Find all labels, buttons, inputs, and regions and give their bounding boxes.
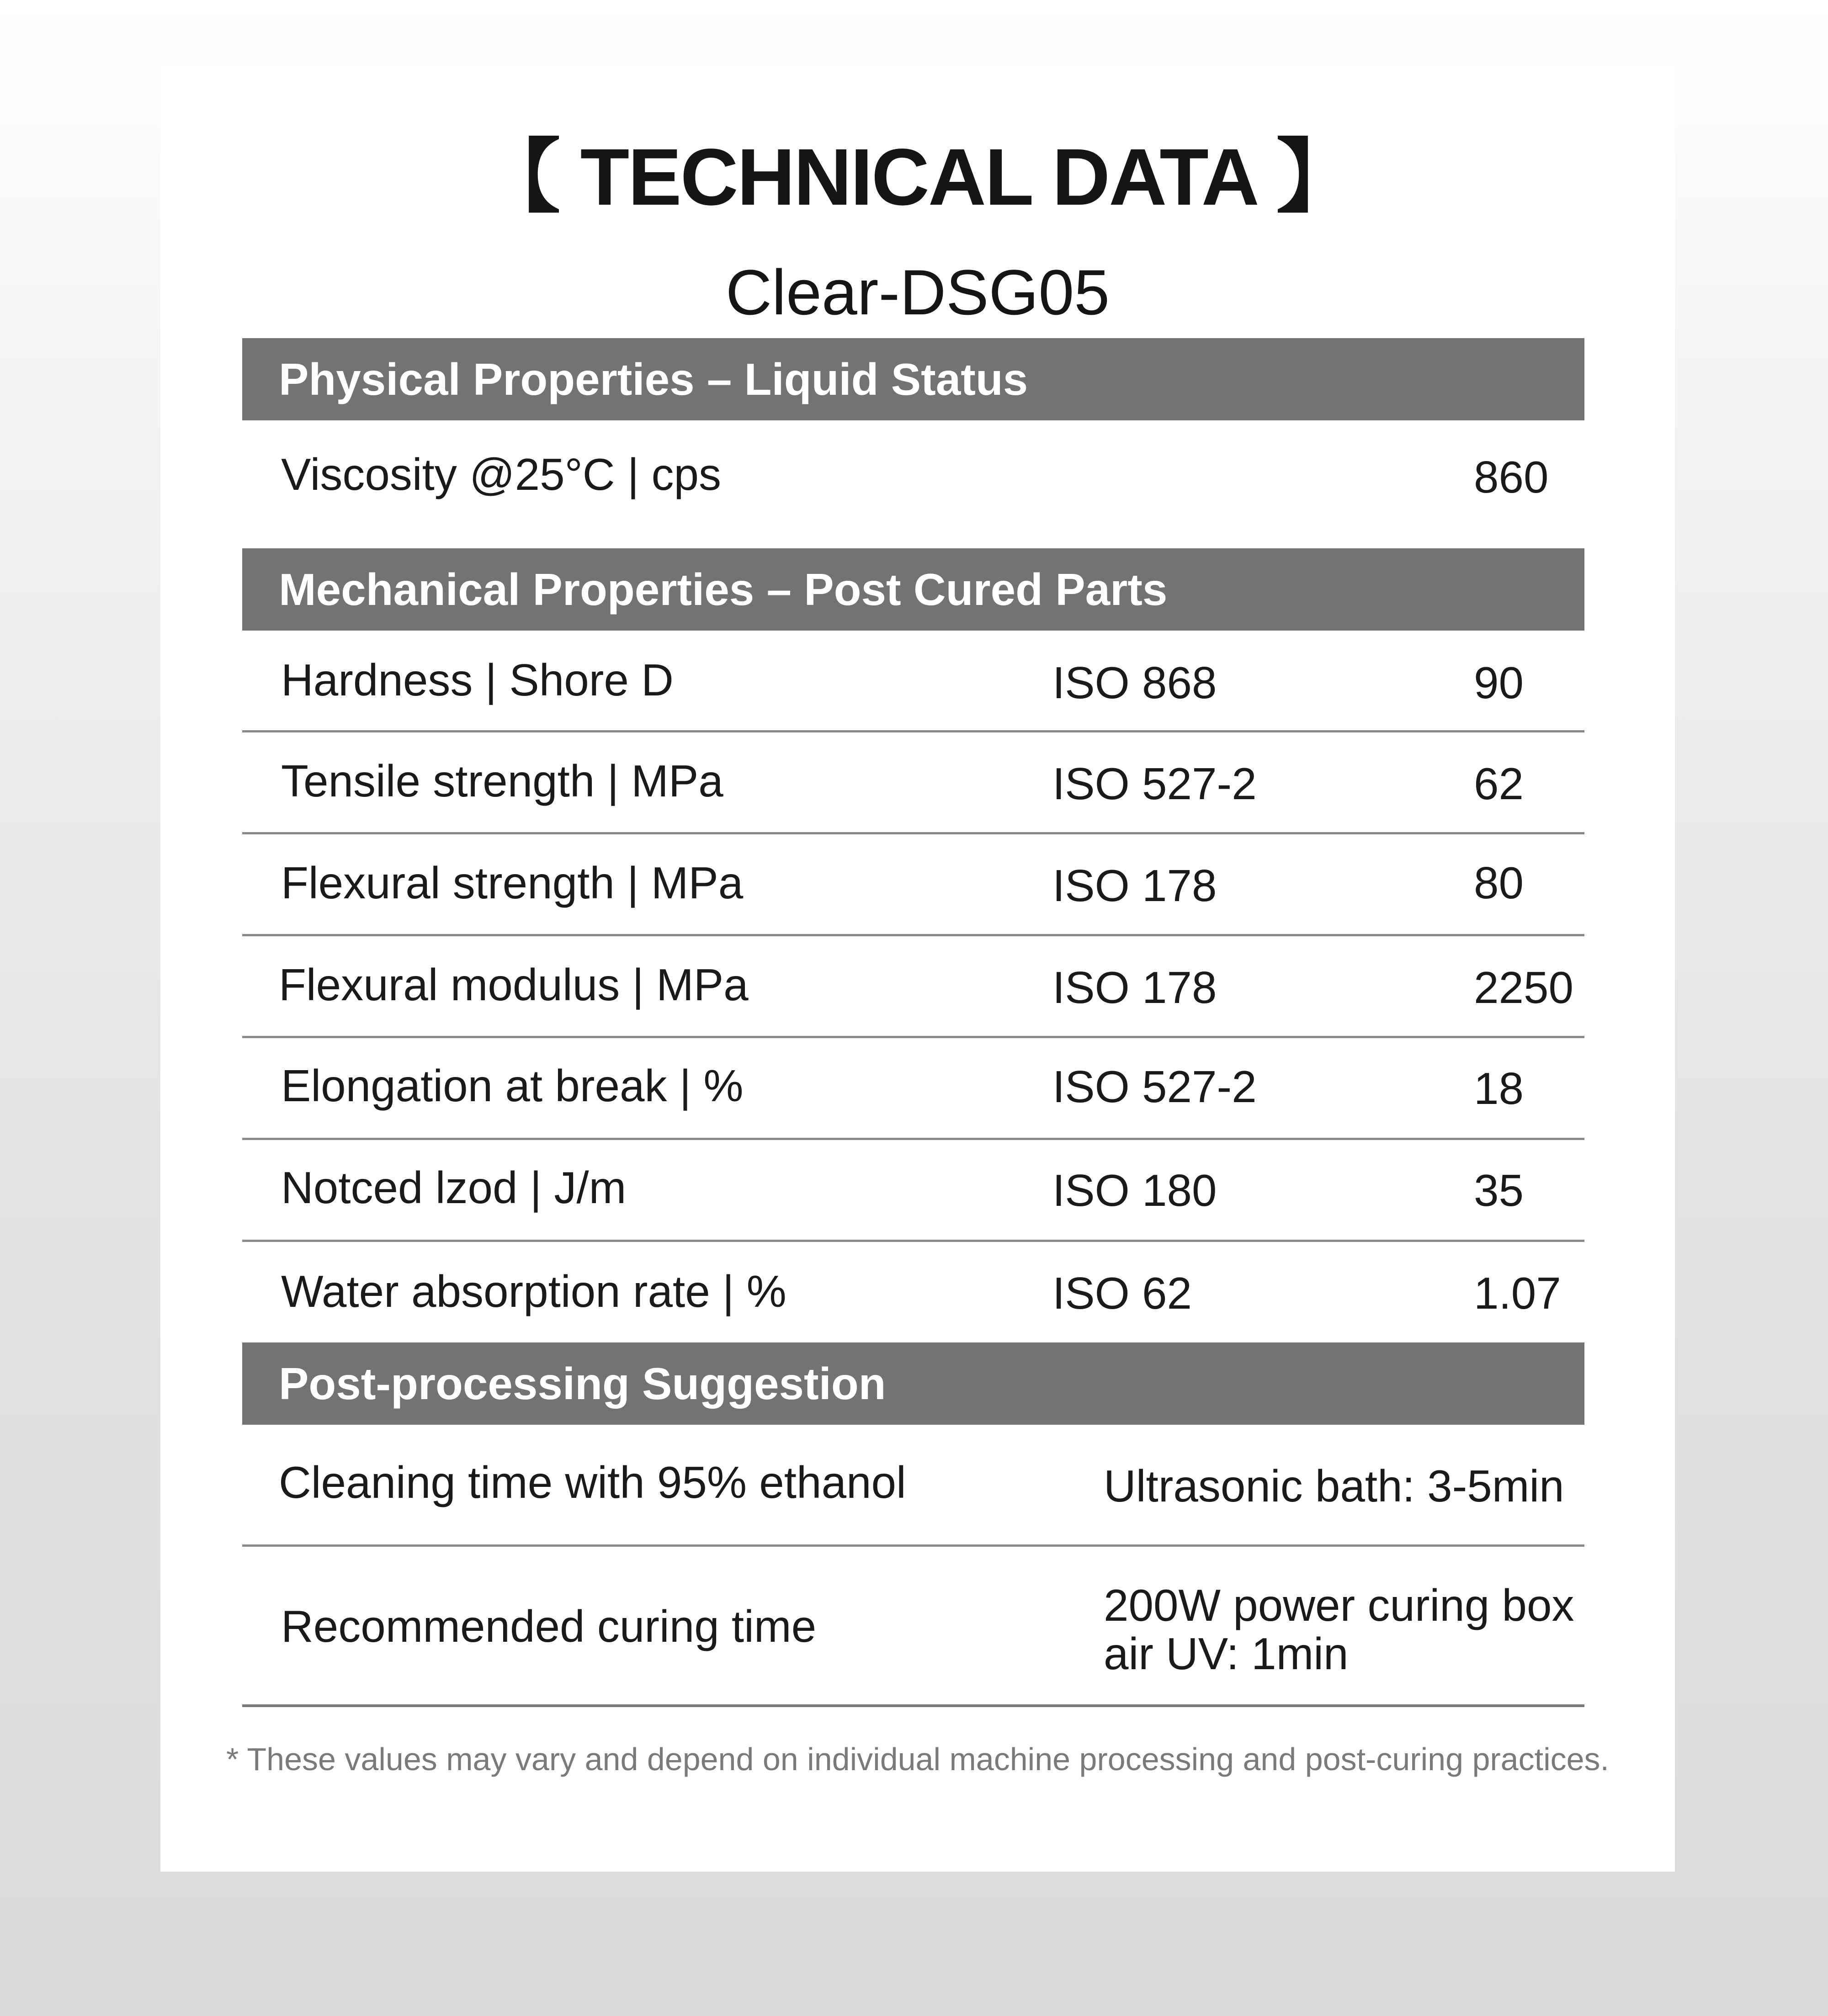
property-value: 2250 <box>1474 962 1574 1013</box>
section-header-mechanical: Mechanical Properties – Post Cured Parts <box>242 548 1584 631</box>
property-value: 860 <box>1474 452 1549 502</box>
property-value: 1.07 <box>1474 1268 1561 1318</box>
test-standard: ISO 868 <box>1052 658 1217 708</box>
property-label: Cleaning time with 95% ethanol <box>279 1457 906 1507</box>
property-value: 62 <box>1474 759 1524 809</box>
property-label: Water absorption rate | % <box>281 1266 786 1316</box>
table-row <box>242 1038 1584 1140</box>
property-value: 90 <box>1474 658 1524 708</box>
test-standard: ISO 178 <box>1052 962 1217 1013</box>
table-row <box>242 936 1584 1038</box>
table-row <box>242 631 1584 732</box>
property-value-line: 200W power curing box <box>1104 1580 1574 1630</box>
test-standard: ISO 62 <box>1052 1268 1192 1318</box>
table-row <box>242 1242 1584 1342</box>
table-row <box>242 1140 1584 1242</box>
test-standard: ISO 180 <box>1052 1165 1217 1215</box>
property-label: Hardness | Shore D <box>281 655 674 705</box>
page-title: 【 TECHNICAL DATA 】 <box>480 133 1355 222</box>
property-value: 18 <box>1474 1063 1524 1114</box>
property-value: Ultrasonic bath: 3-5min <box>1104 1461 1564 1511</box>
table-row <box>242 1425 1584 1547</box>
footnote: * These values may vary and depend on individual machine processing and post-curing practices. <box>226 1741 1609 1777</box>
property-value: 35 <box>1474 1165 1524 1215</box>
table-row <box>242 732 1584 834</box>
section-header-physical: Physical Properties – Liquid Status <box>242 338 1584 420</box>
table-row <box>242 420 1584 548</box>
property-value-line: air UV: 1min <box>1104 1629 1349 1679</box>
test-standard: ISO 527-2 <box>1052 759 1257 809</box>
property-label: Tensile strength | MPa <box>281 756 723 806</box>
property-label: Viscosity @25°C | cps <box>281 449 721 499</box>
test-standard: ISO 178 <box>1052 860 1217 911</box>
table-row <box>242 1547 1584 1707</box>
test-standard: ISO 527-2 <box>1052 1061 1257 1112</box>
property-label: Recommended curing time <box>281 1601 817 1651</box>
property-label: Flexural modulus | MPa <box>279 960 749 1010</box>
table-row <box>242 834 1584 936</box>
product-name: Clear-DSG05 <box>725 256 1110 328</box>
property-label: Flexural strength | MPa <box>281 858 744 908</box>
property-label: Elongation at break | % <box>281 1061 744 1111</box>
datasheet-card <box>160 64 1675 1872</box>
property-label: Notced lzod | J/m <box>281 1162 627 1213</box>
section-header-post-processing: Post-processing Suggestion <box>242 1342 1584 1425</box>
property-value: 80 <box>1474 858 1524 908</box>
